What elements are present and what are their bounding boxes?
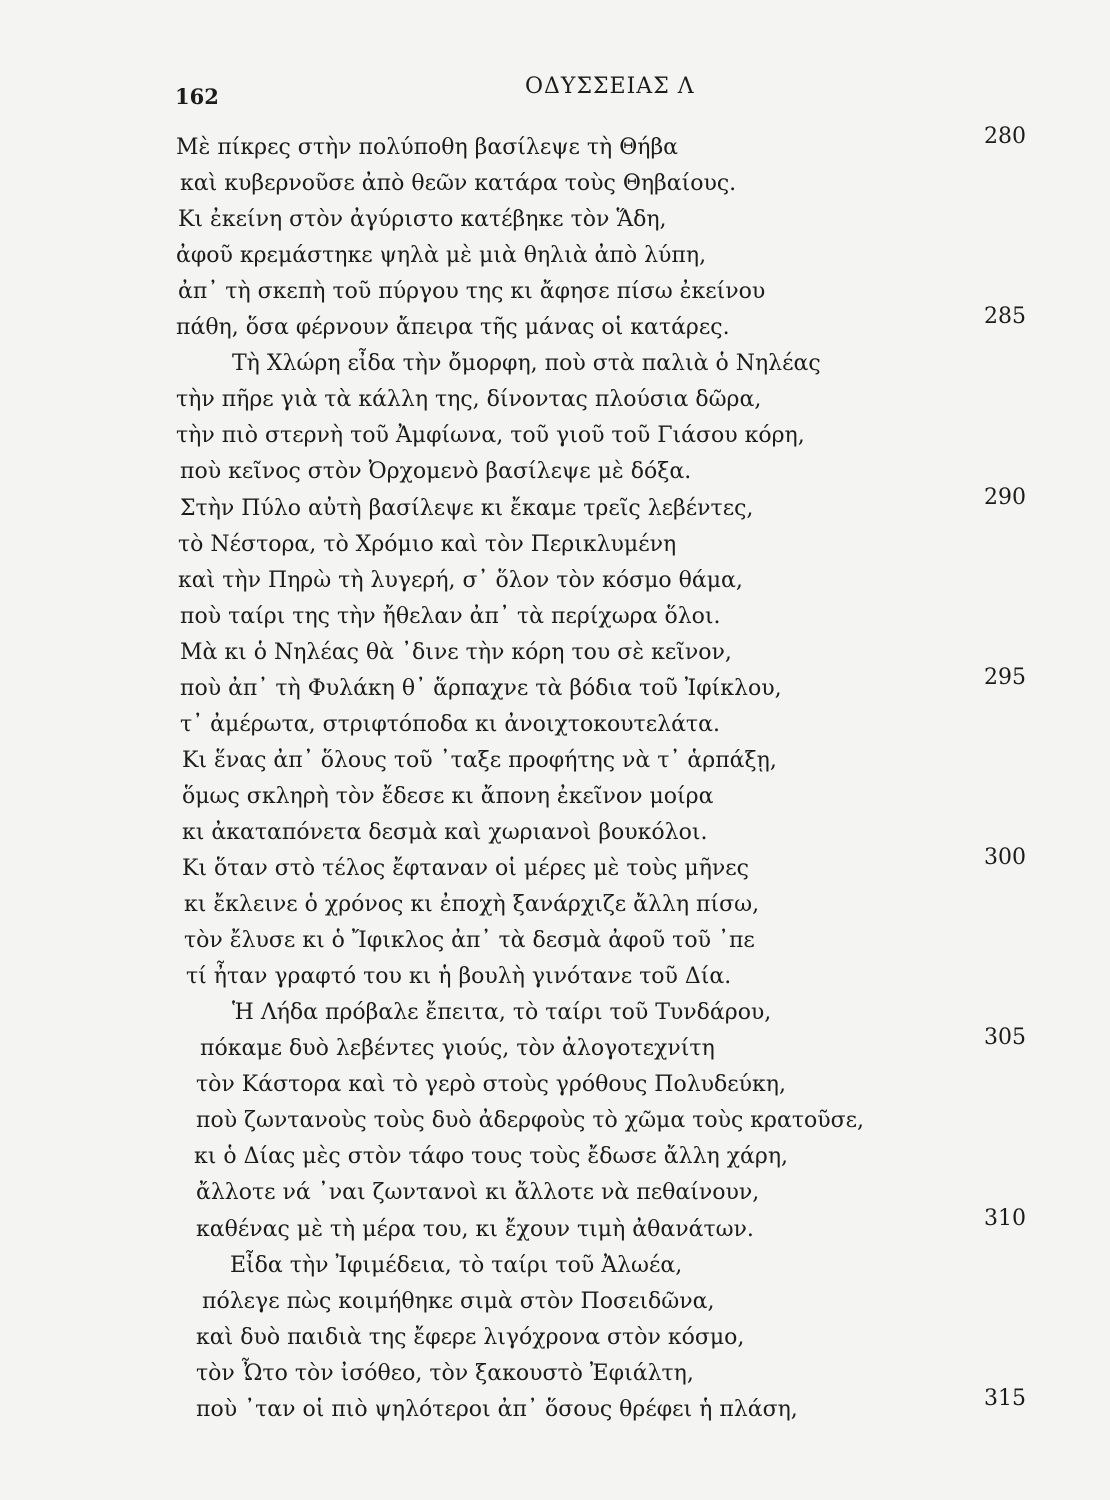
verse-line: ποὺ ἀπ᾿ τὴ Φυλάκη θ᾿ ἅρπαχνε τὰ βόδια τοῦ Ἰφίκλου,	[180, 676, 782, 701]
verse-line: ποὺ ταίρι της τὴν ἤθελαν ἀπ᾿ τὰ περίχωρα ὅλοι.	[180, 604, 721, 629]
verse-line: τί ἦταν γραφτό του κι ἡ βουλὴ γινότανε τοῦ Δία.	[186, 964, 732, 989]
verse-line: τ᾿ ἀμέρωτα, στριφτόποδα κι ἀνοιχτοκουτελάτα.	[180, 712, 720, 737]
verse-line: τὸ Νέστορα, τὸ Χρόμιο καὶ τὸν Περικλυμένη	[178, 532, 677, 557]
verse-line: τὴν πῆρε γιὰ τὰ κάλλη της, δίνοντας πλούσια δῶρα,	[176, 387, 762, 412]
line-number: 315	[984, 1386, 1026, 1411]
verse-line: Κι ἐκείνη στὸν ἀγύριστο κατέβηκε τὸν Ἅδη,	[178, 207, 667, 232]
verse-line: Τὴ Χλώρη εἶδα τὴν ὄμορφη, ποὺ στὰ παλιὰ ὁ Νηλέας	[232, 351, 821, 376]
verse-line: κι ὁ Δίας μὲς στὸν τάφο τους τοὺς ἔδωσε ἄλλη χάρη,	[194, 1144, 788, 1169]
verse-line: ἀπ᾿ τὴ σκεπὴ τοῦ πύργου της κι ἄφησε πίσω ἐκείνου	[178, 279, 766, 304]
verse-line: ὅμως σκληρὴ τὸν ἔδεσε κι ἄπονη ἐκεῖνον μοίρα	[182, 784, 714, 809]
verse-line: τὴν πιὸ στερνὴ τοῦ Ἀμφίωνα, τοῦ γιοῦ τοῦ Γιάσου κόρη,	[176, 423, 805, 448]
line-number: 280	[984, 124, 1026, 149]
verse-line: Ἡ Λήδα πρόβαλε ἔπειτα, τὸ ταίρι τοῦ Τυνδάρου,	[232, 1000, 772, 1025]
page-number: 162	[175, 84, 219, 109]
line-number: 285	[984, 304, 1026, 329]
verse-line: πάθη, ὅσα φέρνουν ἄπειρα τῆς μάνας οἱ κατάρες.	[176, 315, 730, 340]
verse-line: καὶ δυὸ παιδιὰ της ἔφερε λιγόχρονα στὸν κόσμο,	[196, 1325, 745, 1350]
verse-line: Εἶδα τὴν Ἰφιμέδεια, τὸ ταίρι τοῦ Ἀλωέα,	[230, 1253, 683, 1278]
running-head: ΟΔΥΣΣΕΙΑΣ Λ	[525, 74, 695, 99]
line-number: 290	[984, 485, 1026, 510]
line-number: 295	[984, 665, 1026, 690]
verse-line: ποὺ ᾿ταν οἱ πιὸ ψηλότεροι ἀπ᾿ ὅσους θρέφει ἡ πλάση,	[196, 1397, 798, 1422]
verse-line: πόλεγε πὼς κοιμήθηκε σιμὰ στὸν Ποσειδῶνα,	[202, 1289, 715, 1314]
verse-line: κι ἔκλεινε ὁ χρόνος κι ἐποχὴ ξανάρχιζε ἄλλη πίσω,	[184, 892, 760, 917]
verse-line: κι ἀκαταπόνετα δεσμὰ καὶ χωριανοὶ βουκόλοι.	[182, 820, 708, 845]
verse-line: Κι ἕνας ἀπ᾿ ὅλους τοῦ ᾿ταξε προφήτης νὰ τ᾿ ἁρπάξῃ,	[182, 748, 777, 773]
verse-line: καὶ τὴν Πηρὼ τὴ λυγερή, σ᾿ ὅλον τὸν κόσμο θάμα,	[178, 568, 743, 593]
verse-line: Μὰ κι ὁ Νηλέας θὰ ᾿δινε τὴν κόρη του σὲ κεῖνον,	[180, 640, 732, 665]
verse-line: Κι ὅταν στὸ τέλος ἔφταναν οἱ μέρες μὲ τοὺς μῆνες	[182, 856, 750, 881]
verse-line: Μὲ πίκρες στὴν πολύποθη βασίλεψε τὴ Θήβα	[176, 135, 679, 160]
verse-line: ποὺ κεῖνος στὸν Ὀρχομενὸ βασίλεψε μὲ δόξα.	[180, 459, 692, 484]
verse-line: ποὺ ζωντανοὺς τοὺς δυὸ ἀδερφοὺς τὸ χῶμα τοὺς κρατοῦσε,	[196, 1108, 865, 1133]
verse-line: τὸν ἔλυσε κι ὁ Ἴφικλος ἀπ᾿ τὰ δεσμὰ ἀφοῦ τοῦ ᾿πε	[184, 928, 755, 953]
verse-line: ἀφοῦ κρεμάστηκε ψηλὰ μὲ μιὰ θηλιὰ ἀπὸ λύπη,	[176, 243, 707, 268]
verse-line: τὸν Κάστορα καὶ τὸ γερὸ στοὺς γρόθους Πολυδεύκη,	[196, 1072, 786, 1097]
verse-line: καὶ κυβερνοῦσε ἀπὸ θεῶν κατάρα τοὺς Θηβαίους.	[180, 171, 737, 196]
line-number: 305	[984, 1025, 1026, 1050]
line-number: 300	[984, 845, 1026, 870]
verse-line: καθένας μὲ τὴ μέρα του, κι ἔχουν τιμὴ ἀθανάτων.	[196, 1217, 754, 1242]
line-number: 310	[984, 1206, 1026, 1231]
verse-line: πόκαμε δυὸ λεβέντες γιούς, τὸν ἀλογοτεχνίτη	[200, 1036, 715, 1061]
verse-line: τὸν Ὦτο τὸν ἰσόθεο, τὸν ξακουστὸ Ἐφιάλτη,	[196, 1361, 694, 1386]
verse-line: Στὴν Πύλο αὐτὴ βασίλεψε κι ἔκαμε τρεῖς λεβέντες,	[180, 496, 754, 521]
verse-line: ἄλλοτε νά ᾿ναι ζωντανοὶ κι ἄλλοτε νὰ πεθαίνουν,	[196, 1180, 760, 1205]
